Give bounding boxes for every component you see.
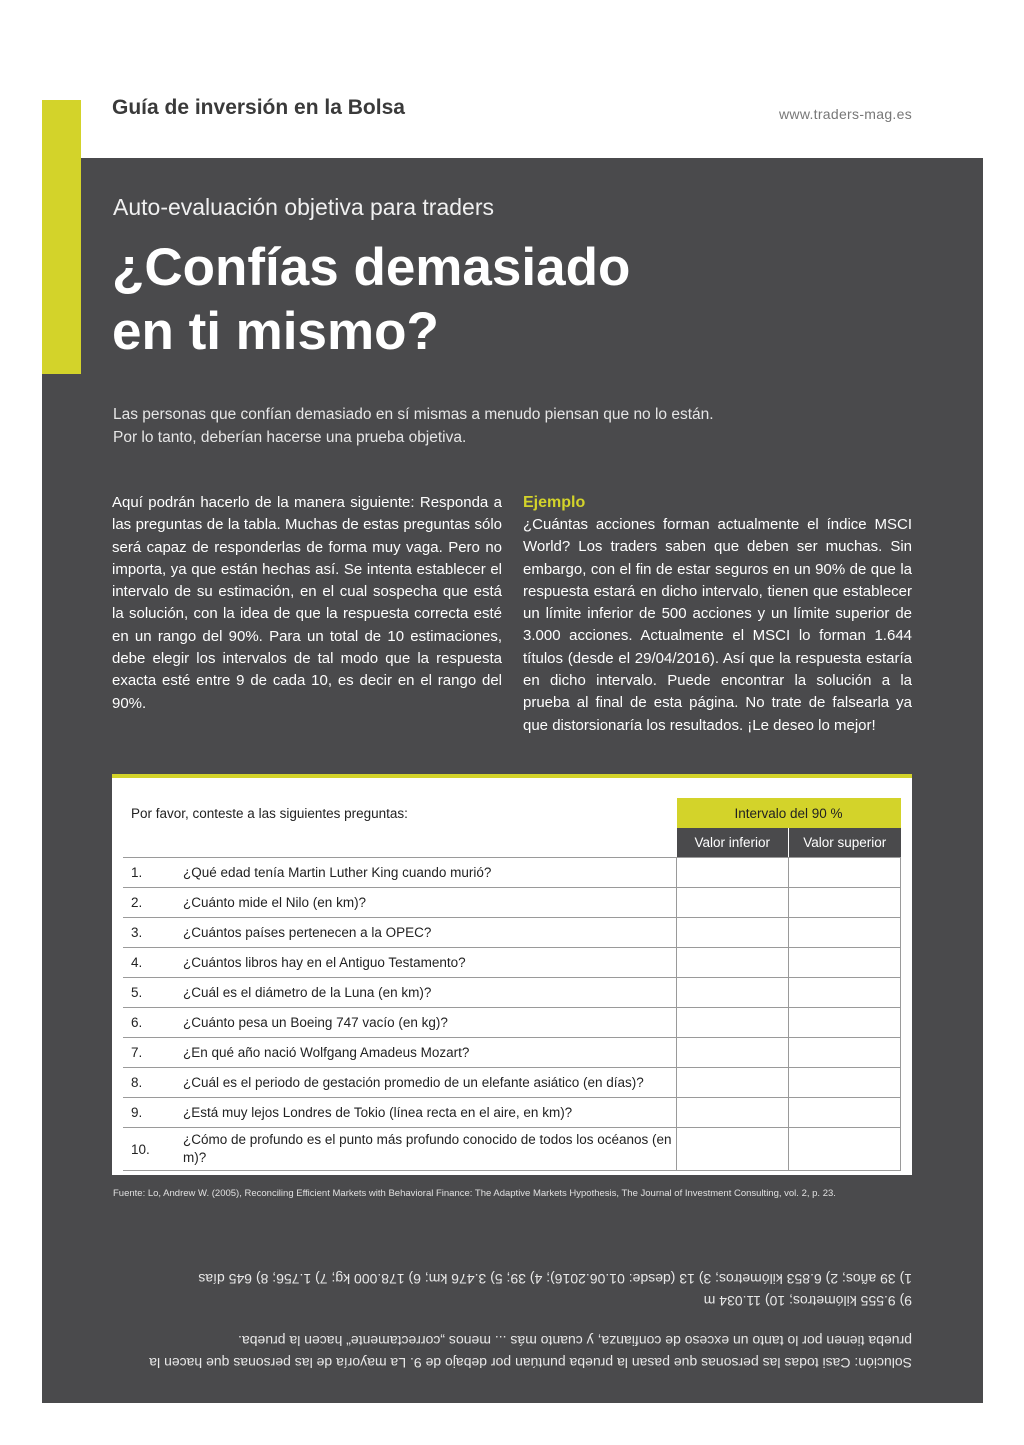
article-headline <box>112 236 812 364</box>
lower-value-cell[interactable] <box>677 858 789 888</box>
question-number: 1. <box>123 858 183 888</box>
question-row <box>123 1098 901 1128</box>
question-text: ¿Cuánto mide el Nilo (en km)? <box>183 888 677 918</box>
example-paragraph: ¿Cuántas acciones forman actualmente el índice MSCI World? Los traders saben que deben ser muchas. Sin embargo, con el fin de estar seguros en un 90% de que la respuesta estará en dicho intervalo, tienen que establecer un límite inferior de 500 acciones y un límite superior de 3.000 acciones. Actualmente el MSCI lo forman 1.644 títulos (desde el 29/04/2016). Así que la respuesta estaría en dicho intervalo. Puede encontrar la solución a la prueba al final de esta página. No trate de falsearla ya que distorsionaría los resultados. ¡Le deseo lo mejor! <box>523 516 912 734</box>
lower-value-cell[interactable] <box>677 918 789 948</box>
question-row <box>123 1068 901 1098</box>
accent-bar <box>42 100 81 374</box>
question-row <box>123 978 901 1008</box>
article-subtitle: Auto-evaluación objetiva para traders <box>113 194 495 220</box>
instructions-paragraph: Aquí podrán hacerlo de la manera siguiente: Responda a las preguntas de la tabla. Muchas de estas preguntas sólo será capaz de responderlas de forma muy vaga. Pero no importa, ya que están hechas así. Se intenta establecer el intervalo de su estimación, en el cual sospecha que está la solución, con la idea de que la respuesta correcta esté en un rango del 90%. Para un total de 10 estimaciones, debe elegir los intervalos de tal modo que la respuesta exacta esté entre 9 de cada 10, es decir en el rango del 90%. <box>112 494 502 712</box>
lower-value-cell[interactable] <box>677 1038 789 1068</box>
upper-value-cell[interactable] <box>789 1038 901 1068</box>
solution-answers-line-2: 9) 9.555 kilómetros; 10) 11.034 m <box>703 1293 912 1309</box>
question-row <box>123 858 901 888</box>
question-row <box>123 1038 901 1068</box>
questionnaire-table <box>123 798 901 1171</box>
upside-down-solution <box>112 1254 912 1374</box>
upper-value-cell[interactable] <box>789 918 901 948</box>
questionnaire-prompt: Por favor, conteste a las siguientes preguntas: <box>131 805 408 821</box>
headline-line-1: ¿Confías demasiado <box>112 238 631 297</box>
question-row <box>123 918 901 948</box>
intro-line-1: Las personas que confían demasiado en sí mismas a menudo piensan que no lo están. <box>113 406 714 423</box>
question-row <box>123 1128 901 1171</box>
question-text: ¿Cuánto pesa un Boeing 747 vacío (en kg)? <box>183 1008 677 1038</box>
lower-value-cell[interactable] <box>677 888 789 918</box>
solution-answers-line-1: 1) 39 años; 2) 6.853 kilómetros; 3) 13 (desde: 01.06.2016); 4) 39; 5) 3.476 km; 6) 178.000 kg; 7) 1.756; 8) 645 días <box>198 1271 912 1287</box>
upper-value-cell[interactable] <box>789 888 901 918</box>
example-heading: Ejemplo <box>523 494 586 511</box>
article-intro <box>113 403 793 449</box>
upper-value-cell[interactable] <box>789 1008 901 1038</box>
content-panel-left-extension <box>42 374 81 1403</box>
question-text: ¿Qué edad tenía Martin Luther King cuando murió? <box>183 858 677 888</box>
question-text: ¿Cuál es el diámetro de la Luna (en km)? <box>183 978 677 1008</box>
question-text: ¿Cuál es el periodo de gestación promedio de un elefante asiático (en días)? <box>183 1068 677 1098</box>
question-number: 2. <box>123 888 183 918</box>
upper-value-cell[interactable] <box>789 948 901 978</box>
lower-value-cell[interactable] <box>677 1008 789 1038</box>
lower-value-cell[interactable] <box>677 1128 789 1171</box>
question-text: ¿Está muy lejos Londres de Tokio (línea recta en el aire, en km)? <box>183 1098 677 1128</box>
question-row <box>123 888 901 918</box>
question-row <box>123 1008 901 1038</box>
lower-value-cell[interactable] <box>677 948 789 978</box>
question-row <box>123 948 901 978</box>
page-header-title: Guía de inversión en la Bolsa <box>112 96 405 119</box>
upper-value-cell[interactable] <box>789 858 901 888</box>
header-spacer <box>123 828 677 858</box>
question-number: 8. <box>123 1068 183 1098</box>
question-text: ¿En qué año nació Wolfgang Amadeus Mozart? <box>183 1038 677 1068</box>
question-number: 6. <box>123 1008 183 1038</box>
lower-value-cell[interactable] <box>677 978 789 1008</box>
intro-line-2: Por lo tanto, deberían hacerse una prueba objetiva. <box>113 429 467 446</box>
source-citation: Fuente: Lo, Andrew W. (2005), Reconciling Efficient Markets with Behavioral Finance: The Adaptive Markets Hypothesis, The Journal of Investment Consulting, vol. 2, p. 23. <box>113 1188 836 1199</box>
lower-value-cell[interactable] <box>677 1068 789 1098</box>
upper-value-cell[interactable] <box>789 1128 901 1171</box>
upper-value-header: Valor superior <box>789 828 901 858</box>
question-number: 9. <box>123 1098 183 1128</box>
question-number: 3. <box>123 918 183 948</box>
question-text: ¿Cómo de profundo es el punto más profundo conocido de todos los océanos (en m)? <box>183 1128 677 1171</box>
headline-line-2: en ti mismo? <box>112 302 439 361</box>
question-number: 7. <box>123 1038 183 1068</box>
questionnaire-box <box>112 774 912 1175</box>
example-section <box>523 492 912 737</box>
question-number: 10. <box>123 1128 183 1171</box>
question-number: 4. <box>123 948 183 978</box>
lower-value-header: Valor inferior <box>677 828 789 858</box>
solution-text: Solución: Casi todas las personas que pasan la prueba puntúan por debajo de 9. La mayoría de las personas que hacen la prueba tienen por lo tanto un exceso de confianza, y cuanto más ... menos „correctamente“ hacen la prueba. <box>149 1333 912 1371</box>
upper-value-cell[interactable] <box>789 1098 901 1128</box>
question-number: 5. <box>123 978 183 1008</box>
page-header-url: www.traders-mag.es <box>779 106 912 122</box>
upper-value-cell[interactable] <box>789 978 901 1008</box>
question-text: ¿Cuántos países pertenecen a la OPEC? <box>183 918 677 948</box>
interval-header: Intervalo del 90 % <box>677 798 901 828</box>
question-text: ¿Cuántos libros hay en el Antiguo Testamento? <box>183 948 677 978</box>
upper-value-cell[interactable] <box>789 1068 901 1098</box>
lower-value-cell[interactable] <box>677 1098 789 1128</box>
